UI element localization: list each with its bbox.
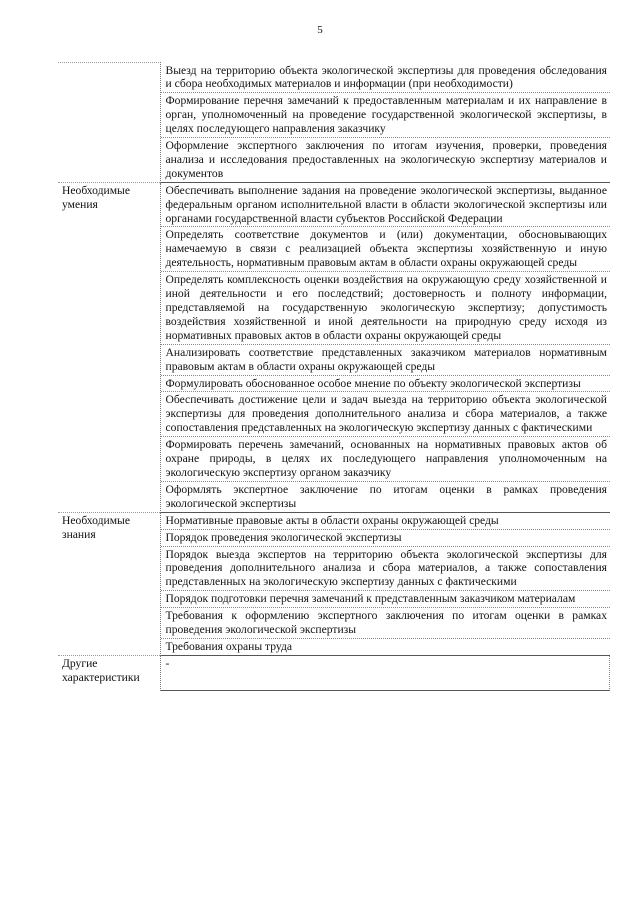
required-skills-list [160,183,610,513]
labor-actions-label [58,63,160,183]
labor-action-item: Формирование перечня замечаний к предоставленным материалам и их направление в орган, уполномоченный на проведение государственной экологической экспертизы, в целях последующего направления заказчику [161,93,611,138]
knowledge-item: Порядок выезда экспертов на территорию объекта экологической экспертизы для проведения дополнительного анализа и сбора материалов, а также сопоставления представленных на экологическую экспертизу данных с фактическими [161,547,611,592]
skill-item: Определять соответствие документов и (или) документации, обосновывающих намечаемую в связи с реализацией объекта экспертизы хозяйственную и иную деятельность, нормативным правовым актам в области охраны окружающей среды [161,227,611,272]
labor-action-item: Оформление экспертного заключения по итогам изучения, проверки, проведения анализа и исследования предоставленных на экологическую экспертизу материалов и документов [161,138,611,183]
required-knowledge-row [58,513,610,656]
skill-item: Формировать перечень замечаний, основанных на нормативных правовых актов об охране природы, в целях их последующего направления уполномоченным на экологическую экспертизу органом заказчику [161,437,611,482]
labor-actions-row [58,63,610,183]
other-characteristics-value-cell [160,656,610,691]
skill-item: Оформлять экспертное заключение по итогам оценки в рамках проведения экологической экспертизы [161,482,611,513]
labor-action-item: Выезд на территорию объекта экологической экспертизы для проведения обследования и сбора необходимых материалов и информации (при необходимости) [161,63,611,94]
required-knowledge-label: Необходимые знания [58,513,160,656]
skill-item: Формулировать обоснованное особое мнение по объекту экологической экспертизы [161,376,611,393]
knowledge-item: Порядок проведения экологической экспертизы [161,530,611,547]
knowledge-item: Порядок подготовки перечня замечаний к представленным заказчиком материалам [161,591,611,608]
knowledge-item: Нормативные правовые акты в области охраны окружающей среды [161,513,611,530]
page-number: 5 [317,24,323,36]
skill-item: Обеспечивать достижение цели и задач выезда на территорию объекта экологической экспертизы для проведения дополнительного анализа и сбора материалов, а также сопоставления представленных на экологическую экспертизу данных с фактическими [161,392,611,437]
other-characteristics-label: Другие характеристики [58,656,160,691]
required-knowledge-list [160,513,610,656]
required-skills-label: Необходимые умения [58,183,160,513]
other-characteristics-row [58,656,610,691]
qualification-table [58,62,610,691]
other-characteristics-value: - [161,656,611,691]
knowledge-item: Требования к оформлению экспертного заключения по итогам оценки в рамках проведения экологической экспертизы [161,608,611,639]
skill-item: Обеспечивать выполнение задания на проведение экологической экспертизы, выданное федеральным органом исполнительной власти в области экологической экспертизы или органами государственной власти субъектов Российской Федерации [161,183,611,228]
required-skills-row [58,183,610,513]
knowledge-item: Требования охраны труда [161,639,611,656]
labor-actions-list [160,63,610,183]
skill-item: Определять комплексность оценки воздействия на окружающую среду хозяйственной и иной деятельности и его последствий; достоверность и полноту информации, представляемой на государственную экологическую экспертизу; допустимость воздействия хозяйственной и иной деятельности на природную среду исходя из нормативных правовых актов в области охраны окружающей среды [161,272,611,345]
skill-item: Анализировать соответствие представленных заказчиком материалов нормативным правовым актам в области охраны окружающей среды [161,345,611,376]
